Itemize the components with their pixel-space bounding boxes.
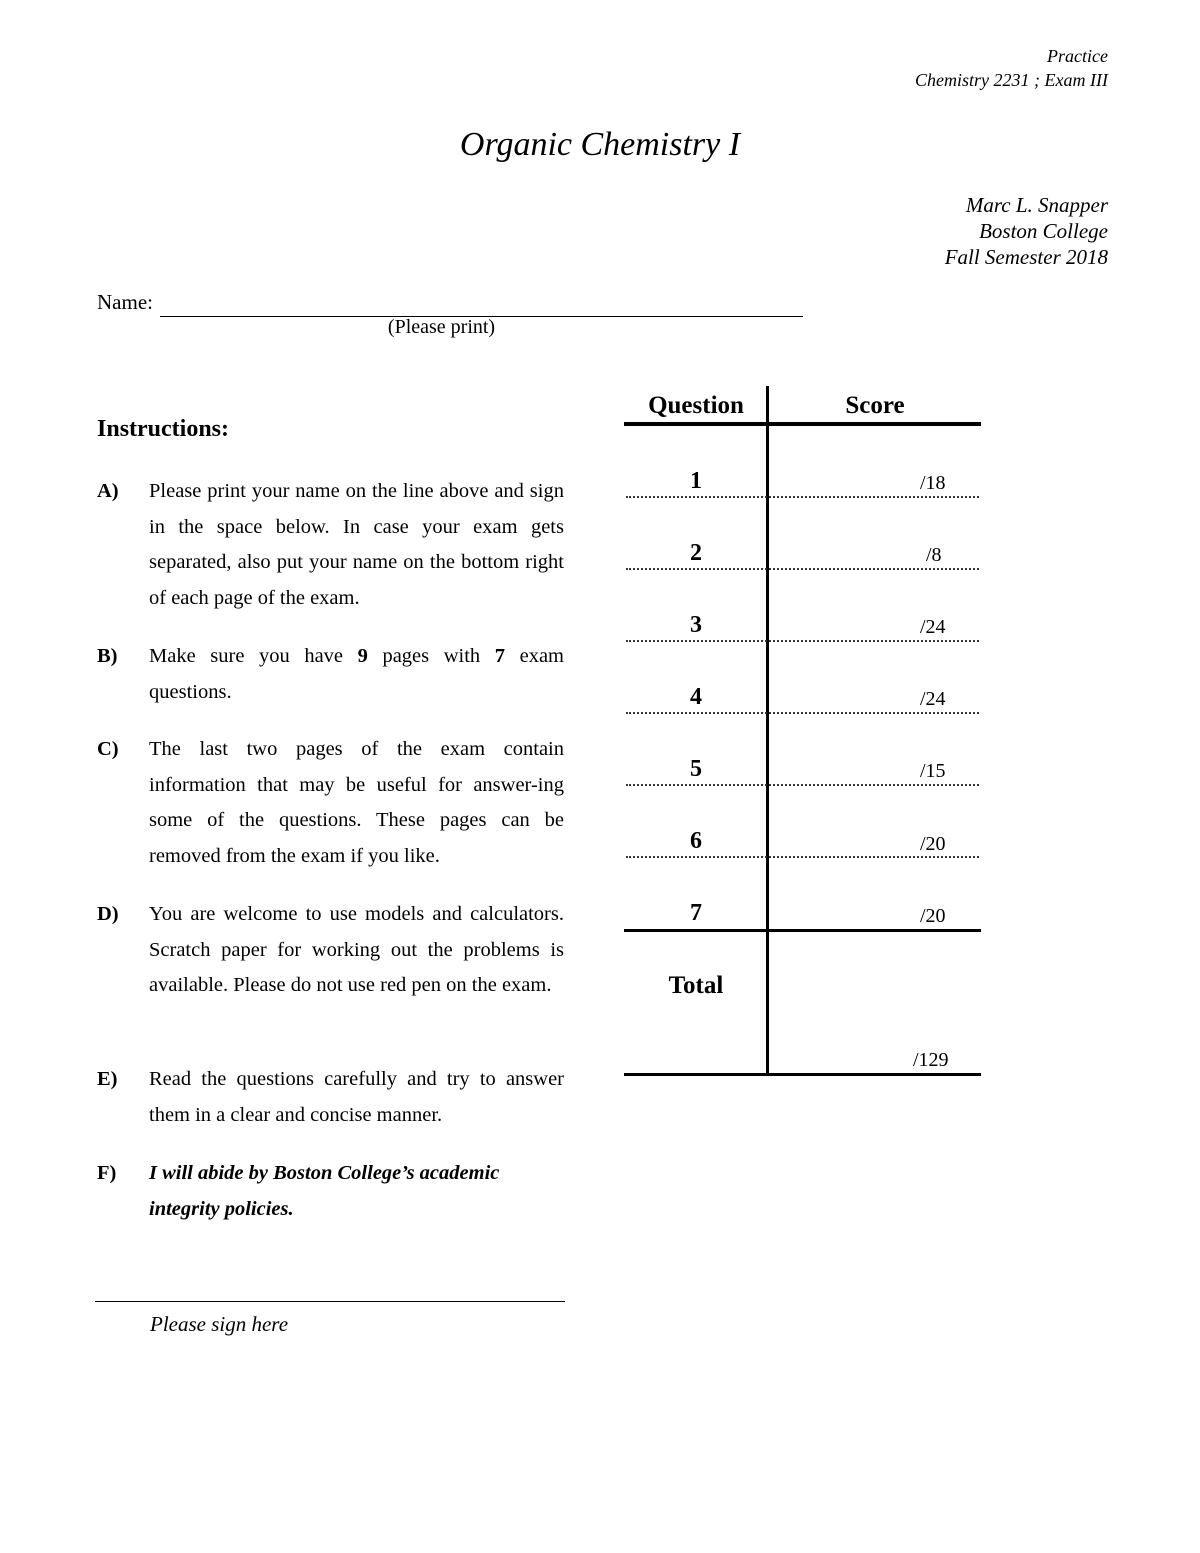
question-score[interactable]: /24	[920, 688, 946, 710]
header-course-exam: Chemistry 2231 ; Exam III	[915, 70, 1108, 90]
instructions-title: Instructions:	[97, 416, 230, 442]
instruction-text: Read the questions carefully and try to answer them in a clear and concise manner.	[149, 1068, 564, 1126]
question-number: 7	[690, 900, 702, 926]
question-number: 1	[690, 468, 702, 494]
name-label: Name:	[97, 290, 153, 314]
signature-line[interactable]	[95, 1301, 565, 1302]
instruction-text: I will abide by Boston College’s academic integrity policies.	[149, 1162, 500, 1220]
question-score[interactable]: /15	[920, 760, 946, 782]
signature-label: Please sign here	[150, 1312, 289, 1336]
question-number: 4	[690, 684, 702, 710]
table-total-rule	[624, 929, 981, 932]
question-score[interactable]: /18	[920, 472, 946, 494]
row-separator	[626, 496, 979, 498]
table-column-divider	[766, 386, 769, 1076]
total-label: Total	[668, 972, 724, 999]
instruction-letter: C)	[97, 738, 119, 760]
instruction-letter: A)	[97, 480, 119, 502]
instruction-letter: D)	[97, 903, 119, 925]
instruction-f	[97, 1156, 564, 1227]
table-header-rule	[624, 422, 981, 426]
column-header-question: Question	[648, 392, 744, 419]
question-score[interactable]: /20	[920, 905, 946, 927]
instruction-a	[97, 474, 564, 616]
instruction-b	[97, 639, 564, 710]
instruction-text: Make sure you have 9 pages with 7 exam questions.	[149, 645, 564, 703]
name-hint: (Please print)	[387, 316, 496, 338]
table-bottom-rule	[624, 1073, 981, 1076]
row-separator	[626, 568, 979, 570]
author-semester: Fall Semester 2018	[944, 245, 1108, 269]
row-separator	[626, 640, 979, 642]
row-separator	[626, 856, 979, 858]
instruction-letter: E)	[97, 1068, 118, 1090]
page-title: Organic Chemistry I	[459, 126, 741, 163]
question-score[interactable]: /24	[920, 616, 946, 638]
question-number: 2	[690, 540, 702, 566]
instruction-text: You are welcome to use models and calculators. Scratch paper for working out the problems is available. Please do not use red pen on the exam.	[149, 903, 564, 996]
instruction-letter: F)	[97, 1162, 117, 1184]
question-number: 5	[690, 756, 702, 782]
question-score[interactable]: /8	[926, 544, 942, 566]
instruction-c	[97, 732, 564, 874]
instruction-text: Please print your name on the line above and sign in the space below. In case your exam gets separated, also put your name on the bottom right of each page of the exam.	[149, 480, 564, 609]
header-practice: Practice	[1047, 46, 1108, 66]
row-separator	[626, 784, 979, 786]
instruction-letter: B)	[97, 645, 118, 667]
column-header-score: Score	[845, 392, 905, 419]
question-number: 6	[690, 828, 702, 854]
author-name: Marc L. Snapper	[965, 193, 1108, 217]
question-number: 3	[690, 612, 702, 638]
instruction-text: The last two pages of the exam contain information that may be useful for answer-ing some of the questions. These pages can be removed from the exam if you like.	[149, 738, 564, 867]
instruction-d	[97, 897, 564, 1004]
total-score[interactable]: /129	[913, 1049, 949, 1071]
page-count: 9	[357, 645, 368, 667]
question-score[interactable]: /20	[920, 833, 946, 855]
row-separator	[626, 712, 979, 714]
author-institution: Boston College	[979, 219, 1108, 243]
question-count: 7	[494, 645, 506, 667]
instruction-e	[97, 1062, 564, 1133]
